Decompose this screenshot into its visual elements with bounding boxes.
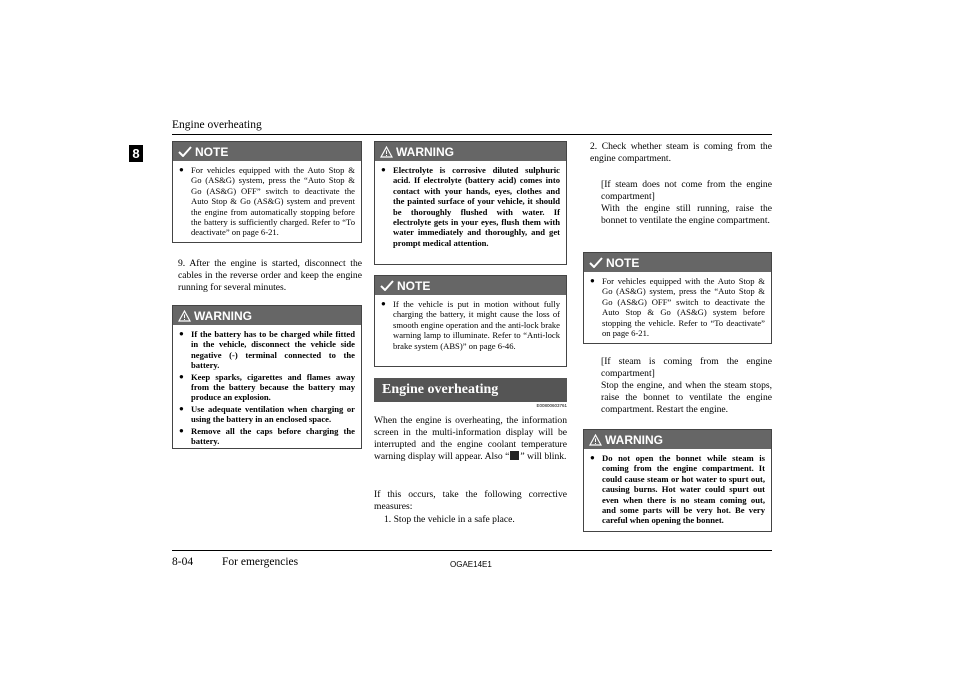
footer-page-number: 8-04 bbox=[172, 556, 194, 568]
paragraph-measures: If this occurs, take the following corrective measures: bbox=[374, 489, 567, 512]
warning-box-1 bbox=[172, 305, 362, 449]
warning-body bbox=[375, 161, 566, 253]
list-item: ● Do not open the bonnet while steam is coming from the engine compartment. It could cause steam or hot water to spurt out, causing burns. Hot water could spurt out even when there is no steam coming out, and some parts will be very hot. Be very careful when opening the bonnet. bbox=[590, 453, 765, 526]
note-label: NOTE bbox=[606, 255, 640, 270]
list-item: ● For vehicles equipped with the Auto Stop & Go (AS&G) system, press the “Auto Stop & Go (AS&G) OFF” switch to deactivate the Auto Stop & Go (AS&G) system and prevent the engine from automatically stopping before the battery is sufficiently charged. Refer to “To deactivate” on page 6-21. bbox=[179, 165, 355, 238]
chapter-tab: 8 bbox=[129, 145, 143, 162]
note-body bbox=[173, 161, 361, 243]
warning-header bbox=[375, 142, 566, 161]
note-body bbox=[375, 295, 566, 356]
note-icon bbox=[589, 257, 603, 268]
list-item: ● If the vehicle is put in motion without fully charging the battery, it might cause the loss of smooth engine operation and the anti-lock brake warning lamp to illuminate. Refer to “Anti-lock brake system (ABS)” on page 6-46. bbox=[381, 299, 560, 351]
list-item: ● Keep sparks, cigarettes and flames away from the battery because the battery may produce an explosion. bbox=[179, 371, 355, 403]
section-code: E00800603761 bbox=[536, 403, 567, 408]
warning-header bbox=[584, 430, 771, 449]
warning-box-2 bbox=[374, 141, 567, 265]
list-item: ● If the battery has to be charged while fitted in the vehicle, disconnect the vehicle side negative (-) terminal connected to the battery. bbox=[179, 329, 355, 371]
header-rule bbox=[172, 134, 772, 135]
list-item: ● Electrolyte is corrosive diluted sulphuric acid. If electrolyte (battery acid) comes into contact with your hands, eyes, clothes and the painted surface of your vehicle, it should be thoroughly flushed with water. If electrolyte gets in your eyes, flush them with water immediately and thoroughly, and get prompt medical attention. bbox=[381, 165, 560, 248]
coolant-temperature-warning-icon bbox=[510, 451, 519, 460]
footer-rule bbox=[172, 550, 772, 551]
case-2-body: Stop the engine, and when the steam stops, raise the bonnet to ventilate the engine compartment. Restart the engine. bbox=[601, 380, 772, 415]
note-header bbox=[375, 276, 566, 295]
step-1: 1. Stop the vehicle in a safe place. bbox=[384, 514, 515, 525]
list-item: ● Remove all the caps before charging the battery. bbox=[179, 425, 355, 447]
warning-label: WARNING bbox=[396, 144, 454, 159]
note-label: NOTE bbox=[195, 144, 229, 159]
warning-body bbox=[584, 449, 771, 531]
warning-body bbox=[173, 325, 361, 451]
note-icon bbox=[380, 280, 394, 291]
note-icon bbox=[178, 146, 192, 157]
note-box-2 bbox=[374, 275, 567, 367]
note-header bbox=[584, 253, 771, 272]
note-box-1 bbox=[172, 141, 362, 243]
case-1-title: [If steam does not come from the engine compartment] bbox=[601, 179, 772, 202]
warning-box-3 bbox=[583, 429, 772, 532]
warning-label: WARNING bbox=[194, 308, 252, 323]
step-2: 2. Check whether steam is coming from the engine compartment. bbox=[590, 141, 772, 164]
list-item: ● Use adequate ventilation when charging or using the battery in an enclosed space. bbox=[179, 403, 355, 425]
note-label: NOTE bbox=[397, 278, 431, 293]
page-header-title: Engine overheating bbox=[172, 119, 262, 131]
warning-triangle-icon bbox=[380, 146, 393, 158]
case-2-title: [If steam is coming from the engine compartment] bbox=[601, 356, 772, 379]
note-body bbox=[584, 272, 771, 343]
note-box-3 bbox=[583, 252, 772, 344]
footer-section: For emergencies bbox=[222, 556, 299, 568]
warning-header bbox=[173, 306, 361, 325]
warning-label: WARNING bbox=[605, 432, 663, 447]
warning-triangle-icon bbox=[178, 310, 191, 322]
warning-triangle-icon bbox=[589, 434, 602, 446]
paragraph-overheating: When the engine is overheating, the information screen in the multi-information display will be interrupted and the engine coolant temperature warning display will appear. Also “ ” will blink. bbox=[374, 415, 567, 462]
list-item: ● For vehicles equipped with the Auto Stop & Go (AS&G) system, press the “Auto Stop & Go (AS&G) OFF” switch to deactivate the Auto Stop & Go (AS&G) system before stopping the vehicle. Refer to “To deactivate” on page 6-21. bbox=[590, 276, 765, 339]
note-header bbox=[173, 142, 361, 161]
case-1-body: With the engine still running, raise the bonnet to ventilate the engine compartment. bbox=[601, 203, 772, 226]
step-9: 9. After the engine is started, disconnect the cables in the reverse order and keep the engine running for several minutes. bbox=[178, 258, 362, 293]
footer-code: OGAE14E1 bbox=[450, 560, 492, 569]
section-title: Engine overheating bbox=[374, 378, 567, 402]
note-text: For vehicles equipped with the Auto Stop & Go (AS&G) system, press the “Auto Stop & Go (AS&G) OFF” switch to deactivate the Auto Stop & Go (AS&G) system and prevent the engine from automatically stopping before the battery is sufficiently charged. Refer to “To deactivate” on page 6-21. bbox=[191, 165, 355, 238]
